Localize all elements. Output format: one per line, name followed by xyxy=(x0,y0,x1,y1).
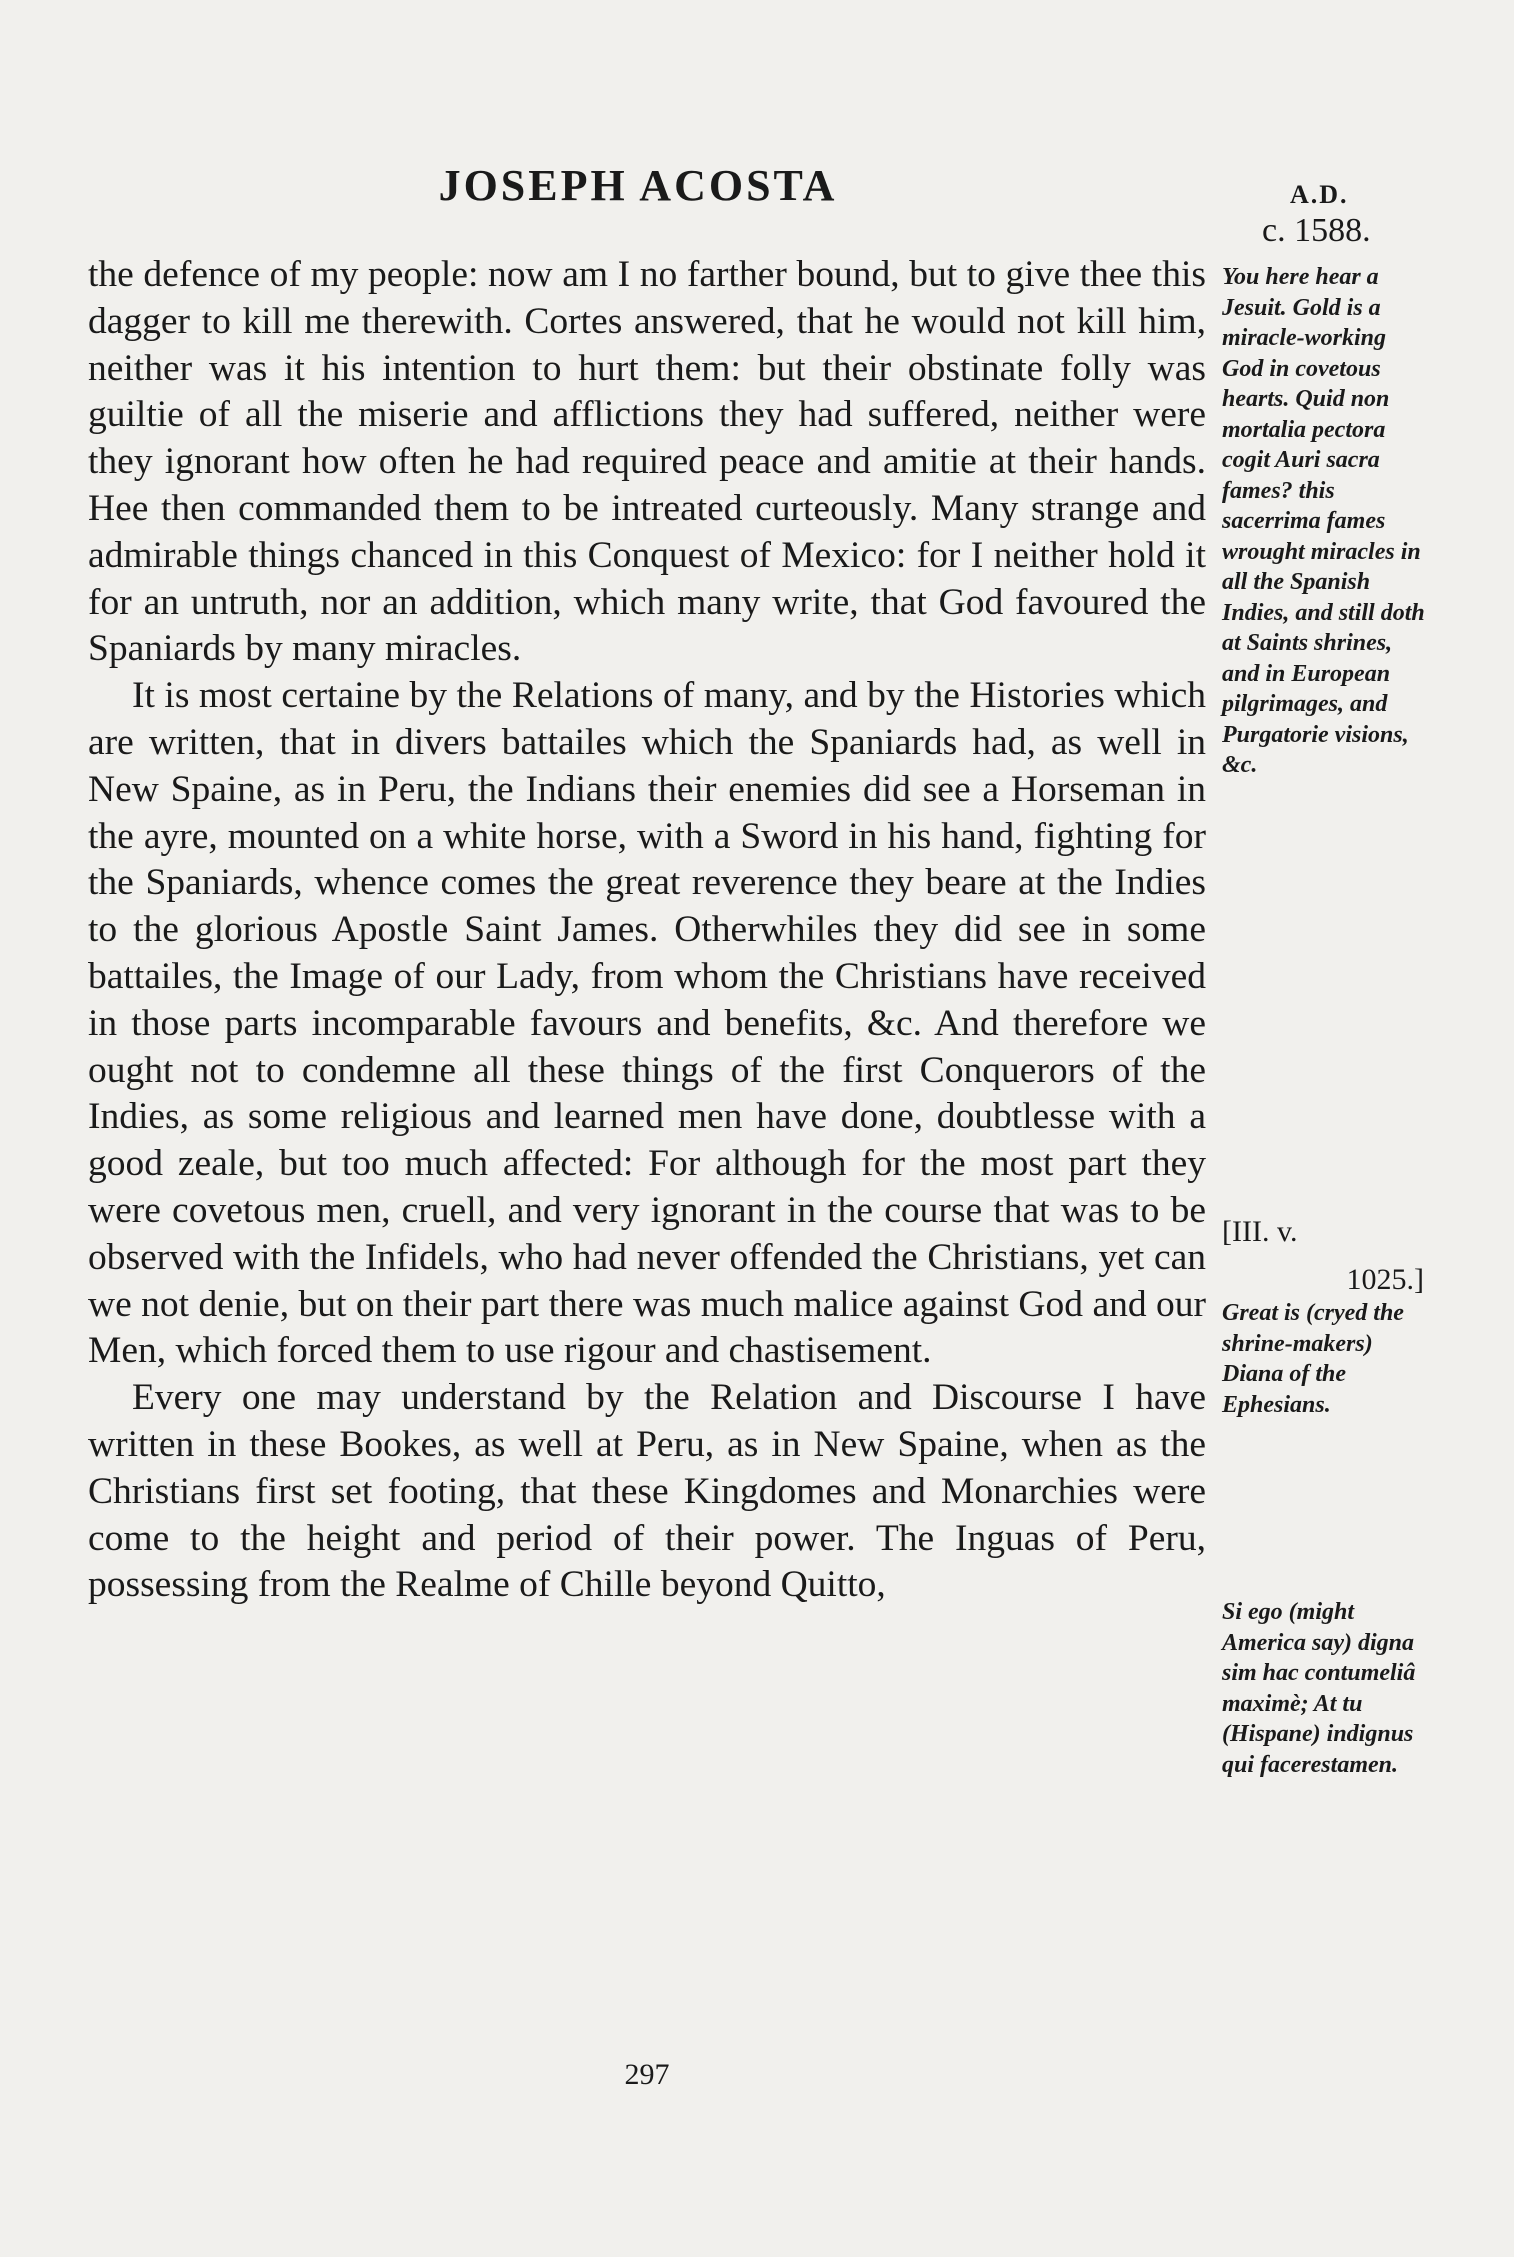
volume-reference-line-1: [III. v. xyxy=(1222,1215,1298,1248)
header-year: c. 1588. xyxy=(1262,212,1371,249)
paragraph-3: Every one may understand by the Relation and Discourse I have written in these Bookes, as well at Peru, as in New Spaine, when as the Christians first set footing, that these Kingdomes and Monarchies were come to the height and period of their power. The Inguas of Peru, possessing from the Realme of Chille beyond Quitto, xyxy=(88,1377,1206,1606)
margin-note-diana: Great is (cryed the shrine-makers) Diana of the Ephesians. xyxy=(1222,1300,1404,1418)
volume-reference-line-2: 1025.] xyxy=(1346,1263,1424,1296)
paragraph-2: It is most certaine by the Relations of many, and by the Histories which are written, that in divers battailes which the Spaniards had, as well in New Spaine, as in Peru, the Indians their enemies did see a Horseman in the ayre, mounted on a white horse, with a Sword in his hand, fighting for the Spaniards, whence comes the great reverence they beare at the Indies to the glorious Apostle Saint James. Otherwhiles they did see in some battailes, the Image of our Lady, from whom the Christians have received in those parts incomparable favours and benefits, &c. And therefore we ought not to condemne all these things of the first Conquerors of the Indies, as some religious and learned men have done, doubtlesse with a good zeale, but too much affected: For although for the most part they were covetous men, cruell, and very ignorant in the course that was to be observed with the Infidels, who had never offended the Christians, yet can we not denie, but on their part there was much malice against God and our Men, which forced them to use rigour and chastisement. xyxy=(88,675,1206,1372)
page-number: 297 xyxy=(624,2058,670,2091)
margin-note-jesuit: You here hear a Jesuit. Gold is a miracle-working God in covetous hearts. Quid non mortalia pectora cogit Auri sacra fames? this sacerrima fames wrought miracles in all the Spanish Indies, and still doth at Saints shrines, and in European pilgrimages, and Purgatorie visions, &c. xyxy=(1222,264,1425,778)
paragraph-1: the defence of my people: now am I no farther bound, but to give thee this dagger to kill me therewith. Cortes answered, that he would not kill him, neither was it his intention to hurt them: but their obstinate folly was guiltie of all the miserie and afflictions they had suffered, neither were they ignorant how often he had required peace and amitie at their hands. Hee then commanded them to be intreated curteously. Many strange and admirable things chanced in this Conquest of Mexico: for I neither hold it for an untruth, nor an addition, which many write, that God favoured the Spaniards by many miracles. xyxy=(88,254,1206,670)
margin-note-latin: Si ego (might America say) digna sim hac contumeliâ maximè; At tu (Hispane) indignus qui facerestamen. xyxy=(1222,1599,1416,1778)
running-header-title: JOSEPH ACOSTA xyxy=(438,161,838,210)
header-ad-label: A.D. xyxy=(1290,180,1349,209)
margin-volume-reference xyxy=(1222,1208,1432,1304)
main-text-column xyxy=(88,252,1206,1609)
